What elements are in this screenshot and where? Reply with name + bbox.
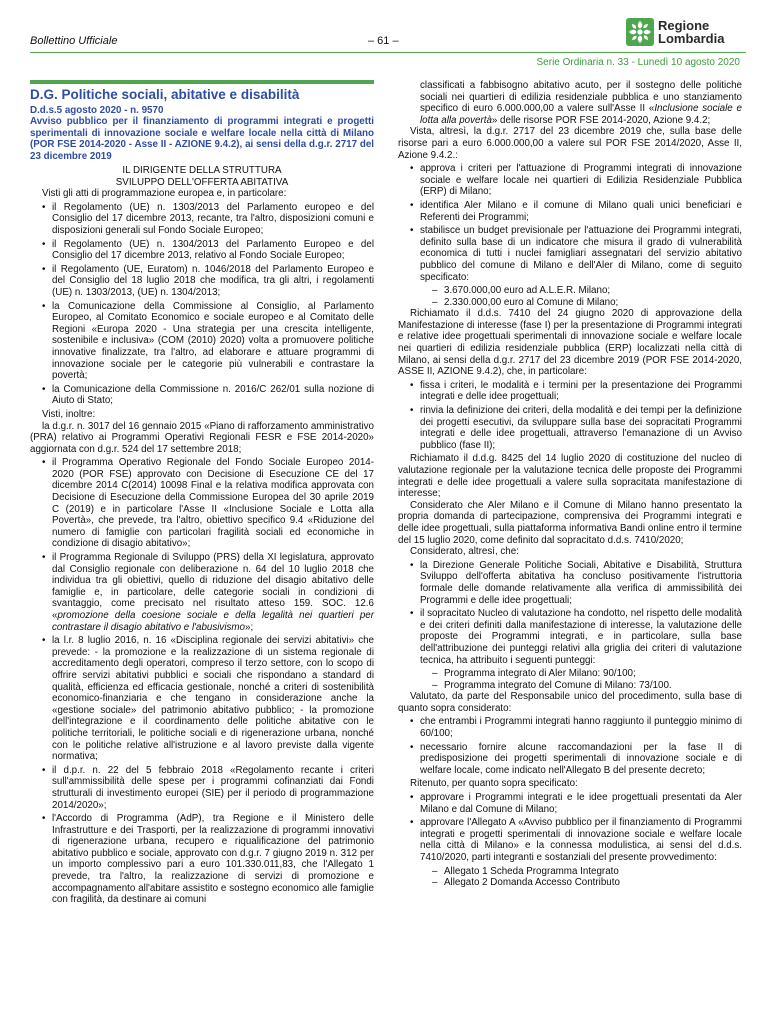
page-header [0, 0, 770, 75]
list-item: • approva i criteri per l'attuazione di Programmi integrati di innovazione sociale e welfare locale nei quartieri di Edilizia Residenziale Pubblica (ERP) di Milano; [398, 163, 742, 198]
list-item: • la Direzione Generale Politiche Sociali, Abitative e Disabilità, Struttura Sviluppo dell'offerta abitativa ha concluso positivamente l'istruttoria formale delle domande relativamente alla verifica di ammissibilità dei Programmi e delle idee progettuali; [398, 560, 742, 606]
ritenuto-list [398, 792, 742, 889]
section-title: D.G. Politiche sociali, abitative e disabilità [30, 87, 300, 102]
rose-camuna-icon [626, 18, 654, 46]
logo-line-2: Lombardia [658, 31, 725, 46]
programmes-list [30, 457, 374, 906]
dgr-list [398, 163, 742, 308]
header-divider [30, 52, 746, 53]
logo-text [658, 19, 724, 45]
paragraph-richiamato-1: Richiamato il d.d.s. 7410 del 24 giugno 2020 di approvazione della Manifestazione di interesse (fase I) per la presentazione di Programmi integrati e relative idee progettuali sperimentali di innovazione sociale e welfare locale nei quartieri di edilizia residenziale pubblica (ERP) localizzati nella città di Milano, ai sensi della d.g.r. 2717 del 23 dicembre 2019 (POR FSE 2014-2020, ASSE II, AZIONE 9.4.2), che, in particolare: [398, 308, 742, 378]
list-item: • la l.r. 8 luglio 2016, n. 16 «Disciplina regionale dei servizi abitativi» che prevede: - la promozione e la realizzazione di un sistema regionale di accreditamento degli operatori, compreso il terzo settore, con lo scopo di offrire servizi abitativi pubblici e sociali che rispondano a standard di qualità, efficienza ed efficacia gestionale, nonché a criteri di sostenibilità economico-finanziaria e che tengano in considerazione anche la «gestione sociale» del patrimonio abitativo pubblico; - la promozione dell'integrazione e il coordinamento delle politiche abitative con le politiche territoriali, le politiche sociali e di rigenerazione urbana, nonché con le politiche relative all'istruzione e al lavoro previste dalla vigente normativa; [30, 635, 374, 763]
continued-text: classificati a fabbisogno abitativo acuto, per il sostegno delle politiche sociali nei quartieri di edilizia residenziale pubblica e uno stanziamento specifico di euro 6.000.000,00 a valere sull'Asse II « [420, 80, 742, 115]
issue-line: Serie Ordinaria n. 33 - Lunedì 10 agosto 2020 [536, 57, 740, 68]
continued-italic: Inclusione sociale e lotta alla povertà [420, 103, 742, 126]
section-bar [30, 80, 374, 84]
right-column [398, 80, 742, 889]
list-item: • approvare i Programmi integrati e le idee progettuali presentati da Aler Milano e dal Comune di Milano; [398, 792, 742, 815]
regione-lombardia-logo [626, 18, 746, 48]
list-item: • la Comunicazione della Commissione n. 2016/C 262/01 sulla nozione di Aiuto di Stato; [30, 384, 374, 407]
list-item: • che entrambi i Programmi integrati hanno raggiunto il punteggio minimo di 60/100; [398, 716, 742, 739]
list-item: • identifica Aler Milano e il comune di Milano quali unici beneficiari e Referenti dei Programmi; [398, 200, 742, 223]
list-item: • rinvia la definizione dei criteri, della modalità e dei tempi per la definizione dei progetti esecutivi, da sviluppare sulla base dei sopracitati Programmi integrati e delle idee progettuali, attraverso l'emanazione di un Avviso pubblico (fase II); [398, 405, 742, 451]
list-item: • stabilisce un budget previsionale per l'attuazione dei Programmi integrati, definito sulla base di un indicatore che misura il grado di vulnerabilità economica di tutti i nuclei famigliari assegnatari del servizio abitativo pubblico del comune di Milano e dell'Aler di Milano, come di seguito specificato: [398, 225, 742, 283]
list-item-text: il Programma Regionale di Sviluppo (PRS) della XI legislatura, approvato dal Consiglio regionale con deliberazione n. 64 del 10 luglio 2018 che individua tra gli obiettivi, quello di riduzione del disagio abitativo delle famiglie e, in particolare, delle categorie sociali in condizioni di svantaggio, come precisato nel risultato atteso 159. SOC. 12.6 « [52, 552, 374, 621]
paragraph-visti: Visti gli atti di programmazione europea e, in particolare: [42, 188, 287, 200]
sub-list-item: – Allegato 2 Domanda Accesso Contributo [398, 877, 742, 889]
list-item: • il Programma Operativo Regionale del Fondo Sociale Europeo 2014- 2020 (POR FSE) approvato con Decisione di Esecuzione CE del 17 dicembre 2014 C(2014) 10098 Final e la relativa modifica approvata con Decisione di Esecuzione della Commissione Europea del 30 aprile 2019 C (2019) e in particolare l'Asse II «Inclusione Sociale e Lotta alla Povertà», che prevede, tra l'altro, obiettivo specifico 9.4 «Riduzione del numero di famiglie con particolari fragilità sociali ed economiche in condizione di disagio abitativo»; [30, 457, 374, 550]
list-item: • il d.p.r. n. 22 del 5 febbraio 2018 «Regolamento recante i criteri sull'ammissibilità delle spese per i programmi cofinanziati dai Fondi strutturali di investimento europei (SIE) per il periodo di programmazione 2014/2020»; [30, 765, 374, 811]
paragraph-vista: Vista, altresì, la d.g.r. 2717 del 23 dicembre 2019 che, sulla base delle risorse pari a euro 6.000.000,00 a valere sul POR FSE 2014/2020, Asse II, Azione 9.4.2.: [398, 126, 742, 161]
logo-line-1: Regione [658, 18, 710, 33]
decree-reference: D.d.s.5 agosto 2020 - n. 9570 [30, 105, 164, 116]
list-item: • approvare l'Allegato A «Avviso pubblico per il finanziamento di Programmi integrati e progetti sperimentali di innovazione sociale e welfare locale nella città di Milano» e la connessa modulistica, ai sensi del d.d.s. 7410/2020, parti integranti e sostanziali del presente provvedimento: [398, 817, 742, 863]
valutato-list [398, 716, 742, 776]
list-item: • fissa i criteri, le modalità e i termini per la presentazione dei Programmi integrati e delle idee progettuali; [398, 380, 742, 403]
paragraph-valutato: Valutato, da parte del Responsabile unico del procedimento, sulla base di quanto sopra considerato: [398, 691, 742, 714]
left-column [30, 80, 374, 908]
list-item: • il sopracitato Nucleo di valutazione ha condotto, nel rispetto delle modalità e dei criteri definiti dalla manifestazione di interesse, la valutazione delle proposte dei Programmi integrati, e in particolare, sulla base dell'attribuzione dei punteggi relativi alla griglia dei criteri di valutazione tecnica, ha attribuito i seguenti punteggi: [398, 608, 742, 666]
paragraph-considerato-altresi: Considerato, altresì, che: [410, 546, 519, 558]
considerato-list [398, 560, 742, 692]
list-item: • la Comunicazione della Commissione al Consiglio, al Parlamento Europeo, al Comitato Economico e sociale europeo e al Comitato delle Regioni «Europa 2020 - Una strategia per una crescita intelligente, sostenibile e inclusiva» (COM (2010) 2020) volta a promuovere politiche innovative finalizzate, tra l'altro, ad elaborare e attuare programmi di innovazione sociale per le categorie più vulnerabili e contrastare la povertà; [30, 301, 374, 382]
page-number: – 61 – [368, 35, 399, 47]
sub-list-item: – Allegato 1 Scheda Programma Integrato [398, 866, 742, 878]
decree-subject: Avviso pubblico per il finanziamento di programmi integrati e progetti sperimentali di innovazione sociale e welfare locale nella città di Milano (POR FSE 2014-2020 - Asse II - AZIONE 9.4.2), ai sensi della d.g.r. 2717 del 23 dicembre 2019 [30, 116, 374, 162]
paragraph-dgr-3017: la d.g.r. n. 3017 del 16 gennaio 2015 «Piano di rafforzamento amministrativo (PRA) relativo ai Programmi Operativi Regionali FESR e FSE 2014-2020» aggiornata con d.g.r. 524 del 17 settembre 2018; [30, 420, 374, 455]
list-item: • il Regolamento (UE) n. 1303/2013 del Parlamento europeo e del Consiglio del 17 dicembre 2013, recante, tra l'altro, disposizioni comuni e disposizioni generali sul Fondo Sociale Europeo; [30, 202, 374, 237]
sub-list-item: – Programma integrato del Comune di Milano: 73/100. [398, 680, 742, 692]
sub-list-item: – Programma integrato di Aler Milano: 90/100; [398, 668, 742, 680]
list-item [30, 552, 374, 633]
paragraph-richiamato-2: Richiamato il d.d.g. 8425 del 14 luglio 2020 di costituzione del nucleo di valutazione regionale per la valutazione tecnica delle proposte dei Programmi integrati e delle idee progettuali a valere sulla sopracitata manifestazione di interesse; [398, 453, 742, 500]
list-item-end: »; [245, 621, 254, 633]
office-heading-1: IL DIRIGENTE DELLA STRUTTURA [122, 165, 282, 177]
visti-list [30, 202, 374, 407]
paragraph-ritenuto: Ritenuto, per quanto sopra specificato: [410, 778, 578, 790]
list-item: • il Regolamento (UE) n. 1304/2013 del Parlamento Europeo e del Consiglio del 17 dicembre 2013, relativo al Fondo Sociale Europeo; [30, 239, 374, 262]
dds-list [398, 380, 742, 452]
sub-list-item: – 3.670.000,00 euro ad A.L.E.R. Milano; [398, 285, 742, 297]
list-item: • necessario fornire alcune raccomandazioni per la fase II di predisposizione dei progetti sperimentali di innovazione sociale e di welfare locale, come indicato nell'Allegato B del presente decreto; [398, 742, 742, 777]
list-item: • l'Accordo di Programma (AdP), tra Regione e il Ministero delle Infrastrutture e dei Trasporti, per la realizzazione di programmi innovativi di rigenerazione urbana, recupero e riqualificazione del patrimonio abitativo pubblico e sociale, approvato con d.g.r. 7 giugno 2019 n. 312 per un importo complessivo pari a euro 101.330.011,83, che l'Allegato 1 prevede, tra l'altro, la realizzazione di servizi di promozione e accompagnamento all'abitare assistito e sostegno economico alle famiglie con fragilità, da destinare ai comuni [30, 813, 374, 906]
office-heading-2: SVILUPPO DELL'OFFERTA ABITATIVA [115, 176, 289, 188]
sub-list-item: – 2.330.000,00 euro al Comune di Milano; [398, 297, 742, 309]
paragraph-considerato: Considerato che Aler Milano e il Comune di Milano hanno presentato la propria domanda di partecipazione, comprensiva dei Programmi integrati e delle idee progettuali, sulla piattaforma informativa Bandi online entro il termine del 15 luglio 2020, come definito dal sopracitato d.d.s. 7410/2020; [398, 499, 742, 546]
paragraph-visti-inoltre: Visti, inoltre: [42, 408, 96, 420]
continued-paragraph [398, 80, 742, 126]
list-item: • il Regolamento (UE, Euratom) n. 1046/2018 del Parlamento Europeo e del Consiglio del 18 luglio 2018 che modifica, tra gli altri, i regolamenti (UE) n. 1303/2013, (UE) n. 1304/2013; [30, 264, 374, 299]
list-item-italic: promozione della coesione sociale e della legalità nei quartieri per contrastare il disagio abitativo e l'abusivismo [52, 610, 374, 633]
continued-end: » delle risorse POR FSE 2014-2020, Azione 9.4.2; [491, 114, 711, 126]
bulletin-title: Bollettino Ufficiale [30, 35, 118, 47]
